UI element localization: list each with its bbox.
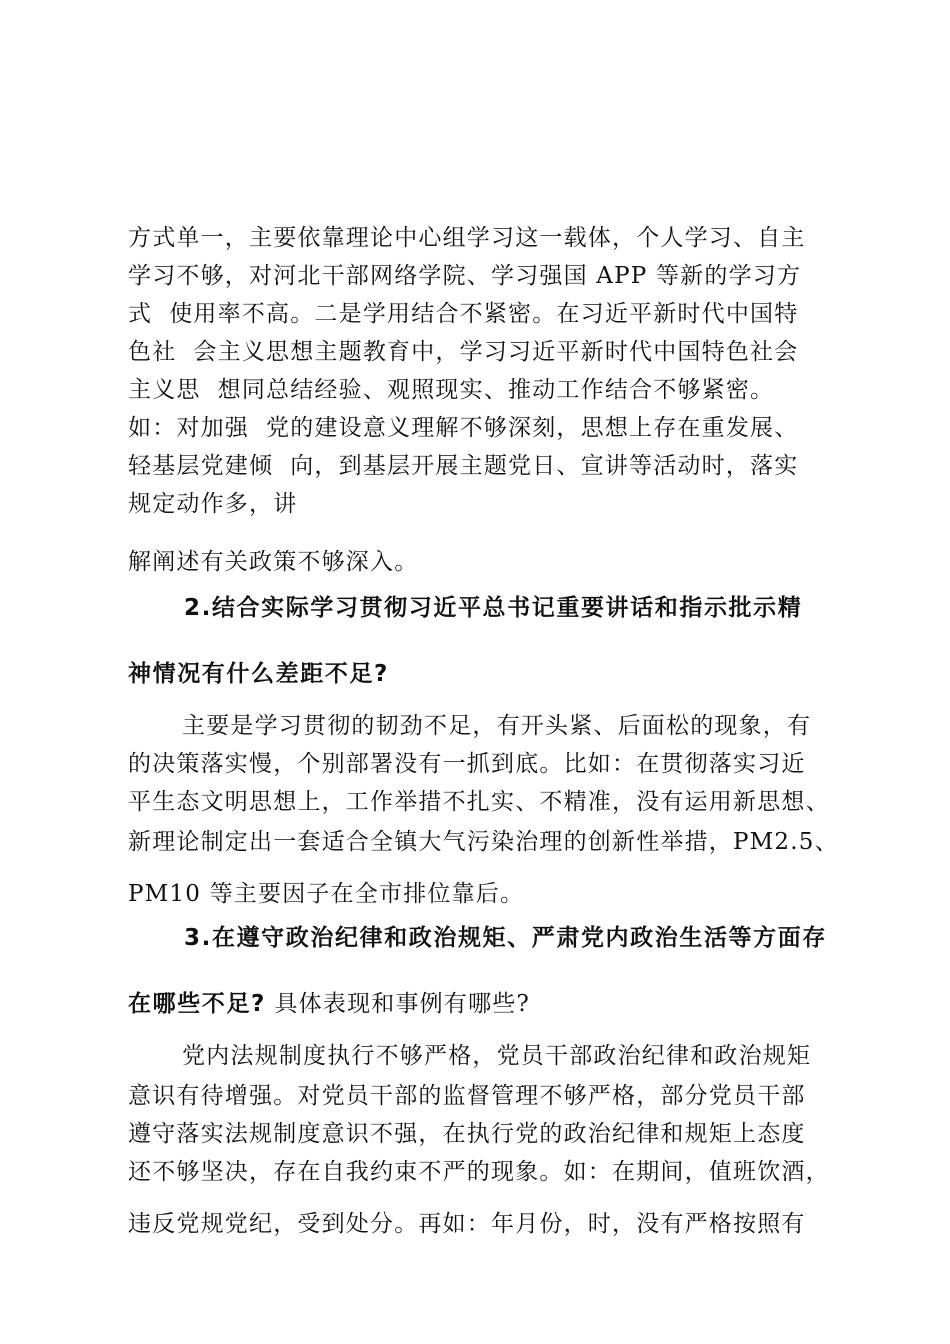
intro-line-5: 主义思 想同总结经验、观照现实、推动工作结合不够紧密。 [128,377,775,403]
section3-heading-bold: 在哪些不足? [128,991,266,1017]
section3-heading-normal: 具体表现和事例有哪些? [265,991,530,1017]
section2-body-line-1: 主要是学习贯彻的韧劲不足，有开头紧、后面松的现象，有 [182,713,812,739]
intro-line-6: 如：对加强 党的建设意义理解不够深刻，思想上存在重发展、 [128,415,799,441]
section2-heading-line-2: 神情况有什么差距不足? [128,661,389,687]
intro-line-4: 色社 会主义思想主题教育中，学习习近平新时代中国特色社会 [128,339,799,365]
intro-line-3: 式 使用率不高。二是学用结合不紧密。在习近平新时代中国特 [128,301,799,327]
intro-line-7: 轻基层党建倾 向，到基层开展主题党日、宣讲等活动时，落实 [128,453,799,479]
section2-body-line-2: 的决策落实慢，个别部署没有一抓到底。比如：在贯彻落实习近 [128,751,806,777]
section3-heading-line-2 [128,988,530,1020]
section2-body-line-5: PM10 等主要因子在全市排位靠后。 [128,881,525,907]
section3-body-line-4: 还不够坚决，存在自我约束不严的现象。如：在期间，值班饮酒， [128,1159,830,1185]
intro-line-9: 解阐述有关政策不够深入。 [128,549,419,575]
section2-body-line-3: 平生态文明思想上，工作举措不扎实、不精准，没有运用新思想、 [128,789,830,815]
section2-heading-line-1: 2.结合实际学习贯彻习近平总书记重要讲话和指示批示精 [184,595,803,621]
section2-body-line-4: 新理论制定出一套适合全镇大气污染治理的创新性举措，PM2.5、 [128,829,839,855]
section3-body-line-2: 意识有待增强。对党员干部的监督管理不够严格，部分党员干部 [128,1083,806,1109]
intro-line-8: 规定动作多，讲 [128,491,298,517]
section3-heading-line-1: 3.在遵守政治纪律和政治规矩、严肃党内政治生活等方面存 [184,925,827,951]
intro-line-1: 方式单一，主要依靠理论中心组学习这一载体，个人学习、自主 [128,225,806,251]
intro-line-2: 学习不够，对河北干部网络学院、学习强国 APP 等新的学习方 [128,263,802,289]
section3-body-line-3: 遵守落实法规制度意识不强，在执行党的政治纪律和规矩上态度 [128,1121,806,1147]
section3-body-line-5: 违反党规党纪，受到处分。再如：年月份，时，没有严格按照有 [128,1211,806,1237]
section3-body-line-1: 党内法规制度执行不够严格，党员干部政治纪律和政治规矩 [182,1043,812,1069]
